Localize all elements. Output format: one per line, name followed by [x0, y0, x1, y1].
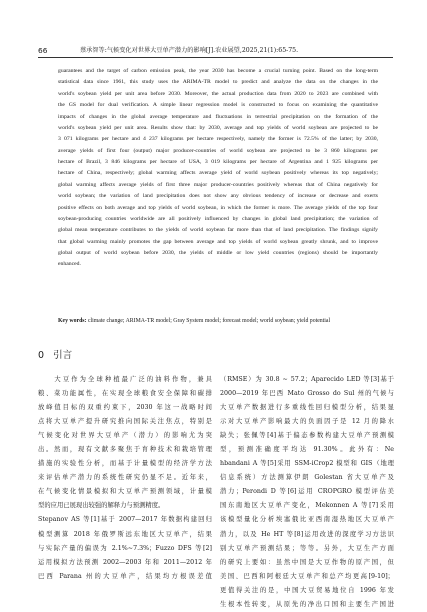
body-line: 生根本性转变，从原先的净出口国和主要生产国进	[220, 600, 394, 608]
abstract-line: hectare of Brazil, 3 846 kilograms per hectare of USA, 3 019 kilograms per hectare of Argentina and 1 925 kilograms per	[58, 159, 378, 165]
body-line: 放峰值目标的双重约束下，2030 年这一战略时间	[38, 404, 212, 412]
body-line: 2000—2019 年巴西 Mato Grosso do Sul 州的气候与	[220, 390, 394, 398]
abstract-line: the GS model for dual verification. A simple linear regression model is constructed to focus on examining the quantitative	[58, 102, 378, 109]
body-line: 国东南地区大豆单产变化，Mekonnen A 等[7]采用	[220, 502, 394, 510]
body-line: 潜力；Perondi D 等[6]运用 CROPGRO 模型评估美	[220, 488, 394, 496]
keywords-text: climate change; ARIMA-TR model; Gray System model; forecast model; world soybean; yield potential	[86, 318, 331, 324]
abstract-line: positive effects on both average and top yields of world soybean, in which the former is more. The average yields of the top four	[58, 204, 378, 211]
abstract-line: world soybean; the variation of land precipitation does not show any obvious tendency of increase or decrease and exerts	[58, 193, 378, 200]
abstract-line: global output of world soybean before 2030, the yields of middle or low yield countries (regions) should be importantly	[58, 250, 378, 256]
abstract-line: hectare of China, respectively; global warming affects average yield of world soybean positively whereas its top negatively;	[58, 170, 378, 177]
body-line: 点将大豆单产提升研究推向国际关注焦点，特别是	[38, 418, 212, 426]
abstract-line: world's soybean yield per unit area. Results show that: by 2030, average and top yields of world soybean are projected to be	[58, 124, 378, 131]
body-line: 更值得关注的是，中国大豆贸易地位自 1996 年发	[220, 586, 394, 594]
left-column	[38, 373, 212, 584]
section-heading	[38, 350, 72, 362]
body-line: 大豆单产数据进行多重线性回归模型分析，结果显	[220, 404, 394, 412]
body-line: 模型测算 2018 年俄罗斯远东地区大豆单产，结果	[38, 530, 212, 538]
body-line: 与实际产量的偏误为 2.1%~7.3%；Fuzzo DFS 等[2]	[38, 544, 212, 552]
body-line: 型的应用已展现出较强的解释力与预测精度。	[38, 502, 165, 510]
body-line: 气候变化对世界大豆单产（潜力）的影响尤为突	[38, 432, 212, 440]
body-line: 在气候变化情景模拟和大豆单产预测领域，计量模	[38, 488, 212, 496]
body-line: Stepanov AS 等[1]基于 2007—2017 年数据构建回归	[38, 516, 212, 524]
body-line: 运用模拟方法预测 2002—2003 年和 2011—2012 年	[38, 558, 212, 566]
body-line: 的研究上要如：虽然中国是大豆作物的原产国，但	[220, 558, 394, 566]
right-column	[220, 373, 394, 612]
abstract-line: enhanced.	[58, 261, 81, 268]
page-number: 66	[38, 46, 48, 55]
body-line: 缺失；张佩等[4]基于偏态参数构建大豆单产预测模	[220, 432, 394, 440]
abstract-line: global warming affects average yields of first three major producer-countries positively whereas that of China negatively for	[58, 181, 378, 188]
section-number: 0	[38, 350, 45, 361]
running-header	[38, 46, 393, 58]
body-line: 型，预测准确度平均达 91.30%。此外有：Ne	[220, 446, 394, 454]
abstract-line: impacts of changes in the global average temperature and fluctuations in terrestrial precipitation on the formation of the	[58, 113, 378, 120]
abstract-line: global mean temperature contributes to the yields of world soybean far more than that of land precipitation. The findings signify	[58, 227, 378, 234]
section-title: 引言	[53, 350, 73, 361]
body-line: 大豆作为全球种植最广泛的油料作物，兼具	[38, 376, 212, 383]
body-line: （RMSE）为 30.8 ~ 57.2；Aparecido LED 等[3]基于	[220, 376, 394, 383]
body-line: 粮、菜功能属性，在实现全球粮食安全保障和碳排	[38, 390, 212, 398]
keywords	[58, 316, 378, 326]
body-line: 潜力，以及 He HT 等[8]运用改进的深度学习方法识	[220, 530, 394, 538]
body-line: 巴西 Parana 州的大豆单产，结果均方根误差值	[38, 572, 212, 580]
body-line: hbandani A 等[5]采用 SSM-iCrop2 模型和 GIS（地理	[220, 460, 394, 468]
body-line: 该模型量化分析埃塞俄比亚西南湿热地区大豆单产	[220, 516, 394, 524]
header-citation: 蔡承智等:气候变化对世界大豆单产潜力的影响[J].农业展望,2025,21(1):65-75.	[80, 47, 299, 54]
abstract-line: world's soybean yield per unit area before 2030. Moreover, the actual production data from 2020 to 2023 are combined with	[58, 90, 378, 97]
body-line: 信息系统）方法测算伊朗 Golestan 省大豆单产及	[220, 474, 394, 482]
abstract-line: average yields of first four (output) major producer-countries of world soybean are projected to be 3 860 kilograms per	[58, 147, 378, 154]
body-line: 出。然而，现有文献多聚焦于育种技术和栽培管理	[38, 446, 212, 454]
body-line: 来评估单产潜力的系统性研究仍显不足。近年来，	[38, 474, 212, 482]
header-rule	[38, 57, 393, 58]
english-abstract	[58, 66, 378, 271]
keywords-label: Key words:	[58, 318, 87, 324]
abstract-line: that global warming mainly promotes the gap between average and top yields of world soybean greatly shrunk, and to improve	[58, 238, 378, 245]
abstract-line: statistical data since 1961, this study uses the ARIMA-TR model to predict and analyze the data on the changes in the	[58, 79, 378, 86]
body-line: 美国、巴西和阿根廷大豆单产和总产均更高[9-10]；	[220, 572, 394, 580]
abstract-line: guarantees and the target of carbon emission peak, the year 2030 has become a crucial turning point. Based on the long-term	[58, 68, 378, 74]
body-line: 别大豆单产预测结果；等等。另外，大豆生产方面	[220, 544, 394, 552]
body-line: 措施的实验性分析，而基于计量模型的经济学方法	[38, 460, 212, 468]
body-line: 示对大豆单产影响最大的负面因子是 12 月的降水	[220, 418, 394, 426]
abstract-line: soybean-producing countries worldwide are all positively influenced by changes in global land precipitation; the variation of	[58, 215, 378, 222]
abstract-line: 3 071 kilograms per hectare and 4 237 kilograms per hectare respectively, namely the former is 72.5% of the latter; by 2030,	[58, 136, 378, 143]
